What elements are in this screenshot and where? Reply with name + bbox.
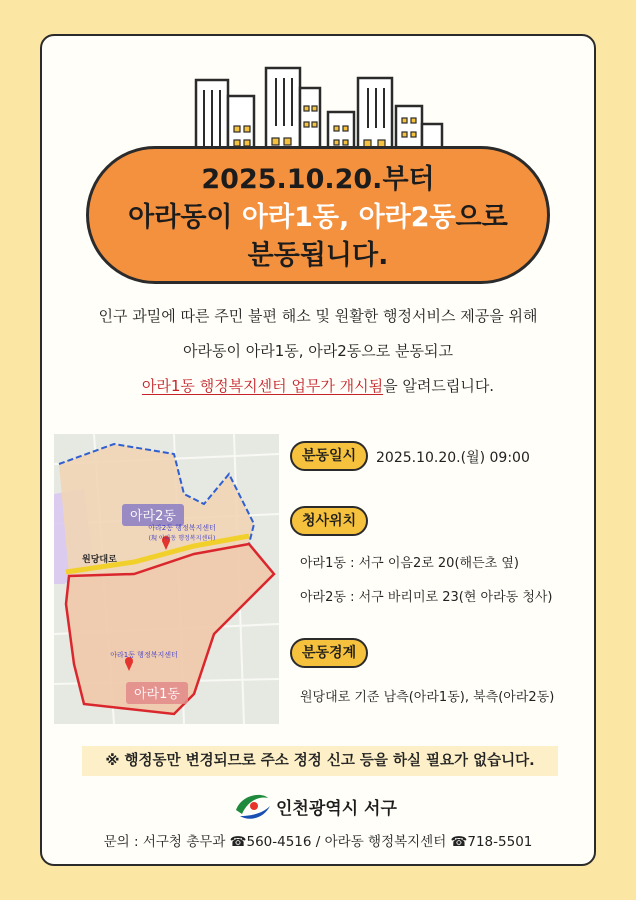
map-label-ara1: 아라1동 — [134, 687, 180, 702]
intro-line3-rest: 을 알려드립니다. — [383, 377, 495, 395]
district-map-graphic — [54, 434, 279, 724]
date-value: 2025.10.20.(월) 09:00 — [376, 450, 530, 466]
headline-line3: 분동됩니다. — [247, 240, 389, 271]
intro-line3-highlight: 아라1동 행정복지센터 업무가 개시됨 — [141, 377, 384, 395]
map-center-ara1: 아라1동 행정복지센터 — [110, 651, 178, 659]
intro-line2: 아라동이 아라1동, 아라2동으로 분동되고 — [182, 342, 453, 360]
headline-highlight: 아라1동, 아라2동 — [241, 202, 456, 233]
poster-card — [40, 34, 596, 866]
intro-text — [42, 299, 594, 404]
contact-footer: 문의 : 서구청 총무과 ☎560-4516 / 아라동 행정복지센터 ☎718-5501 — [103, 834, 533, 850]
seogu-logo — [232, 788, 422, 824]
headline-line2 — [89, 199, 547, 237]
boundary-value: 원당대로 기준 남측(아라1동), 북측(아라2동) — [300, 690, 555, 705]
map-center-ara2: 아라2동 행정복지센터 — [148, 524, 216, 532]
headline-date: 2025.10.20.부터 — [201, 164, 435, 195]
seogu-name: 인천광역시 서구 — [276, 799, 397, 819]
location-tag: 청사위치 — [290, 506, 368, 536]
notice-banner: ※ 행정동만 변경되므로 주소 정정 신고 등을 하실 필요가 없습니다. — [82, 746, 558, 776]
location-ara1: 아라1동 : 서구 이음2로 20(해든초 옆) — [300, 556, 519, 571]
date-tag: 분동일시 — [290, 441, 368, 471]
intro-line3 — [42, 369, 594, 404]
map-road-label: 원당대로 — [82, 555, 117, 565]
location-ara2: 아라2동 : 서구 바리미로 23(현 아라동 청사) — [300, 590, 553, 605]
headline-line2-b: 으로 — [455, 202, 508, 233]
seogu-emblem-icon — [232, 788, 272, 824]
headline-banner — [86, 146, 550, 284]
district-map — [54, 434, 279, 724]
map-center-ara2-sub: (現 아라동 행정복지센터) — [148, 535, 216, 542]
boundary-tag: 분동경계 — [290, 638, 368, 668]
intro-line1: 인구 과밀에 따른 주민 불편 해소 및 원활한 행정서비스 제공을 위해 — [98, 307, 538, 325]
map-label-ara2: 아라2동 — [130, 509, 176, 524]
headline-line2-a: 아라동이 — [128, 202, 242, 233]
